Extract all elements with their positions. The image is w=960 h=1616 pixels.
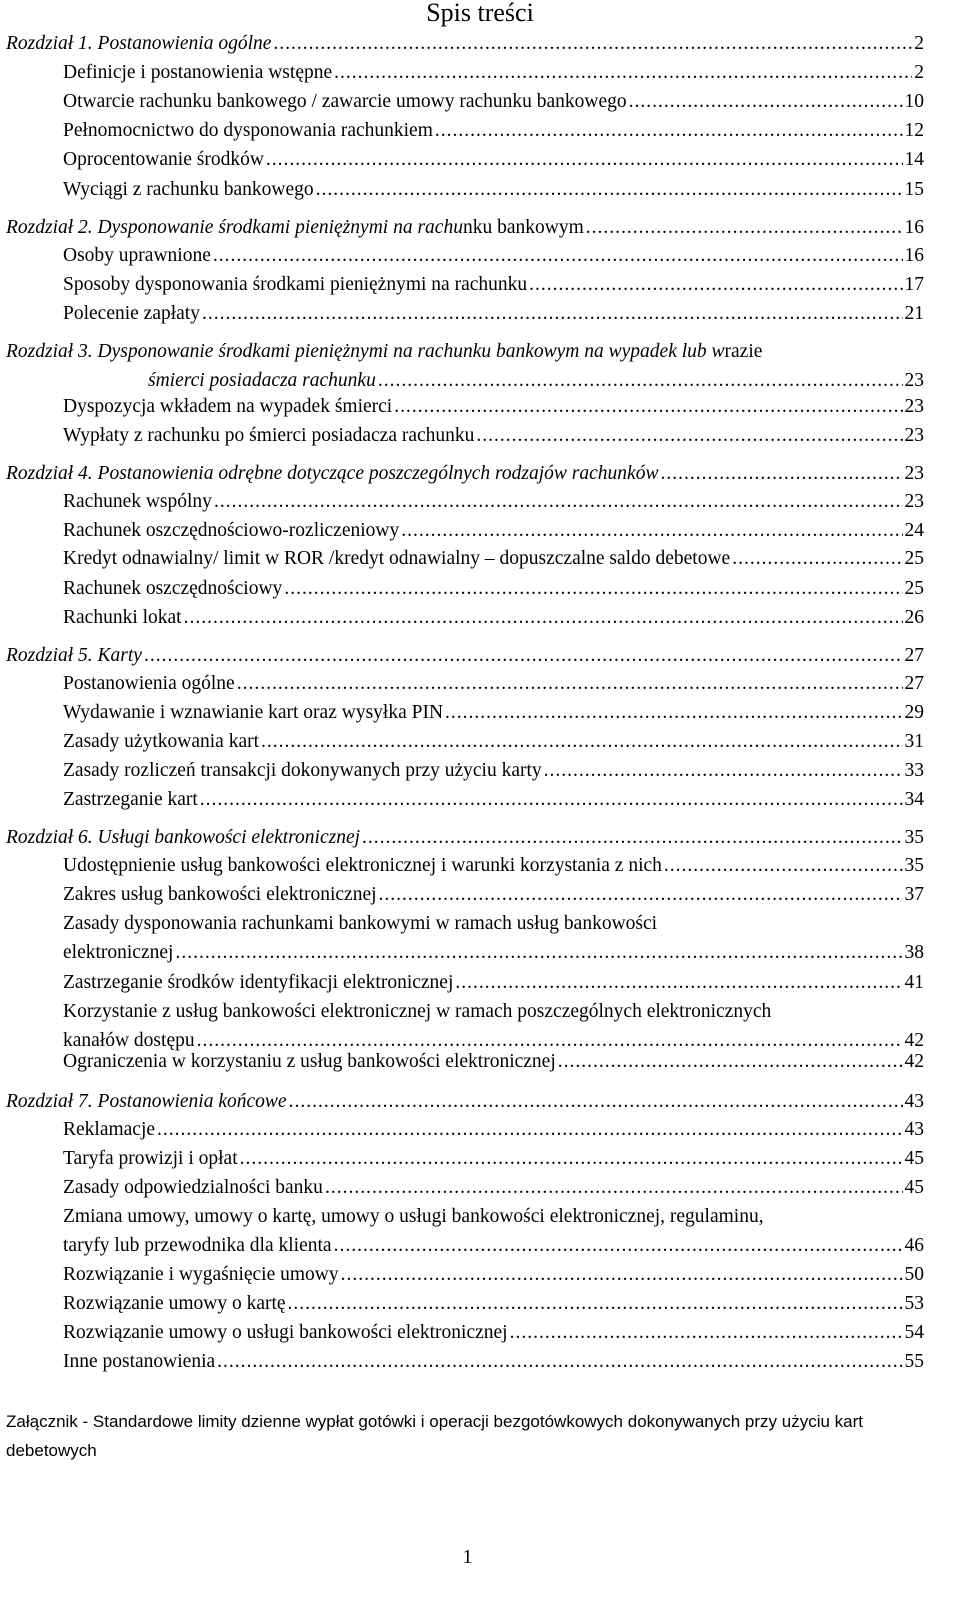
toc-entry-title: Rachunek oszczędnościowy: [63, 578, 283, 599]
toc-page-number: 2: [914, 33, 924, 54]
toc-line: [63, 89, 924, 115]
toc-line: [63, 394, 924, 420]
toc-line: [63, 1320, 924, 1346]
toc-page-number: 29: [904, 702, 924, 723]
toc-line: [63, 1146, 924, 1172]
toc-entry-title: Rozdział 4. Postanowienia odrębne dotyczące poszczególnych rodzajów rachunków: [6, 463, 659, 484]
toc-page-number: 33: [904, 760, 924, 781]
toc-page-number: 23: [904, 491, 924, 512]
toc-dot-leader: [629, 89, 903, 115]
toc-entry-title: Rozdział 5. Karty: [6, 645, 142, 666]
toc-line: [63, 700, 924, 726]
toc-page-number: 25: [904, 548, 924, 569]
toc-dot-leader: [334, 60, 912, 86]
toc-line: [63, 1233, 924, 1259]
toc-dot-leader: [586, 215, 903, 241]
toc-page-number: 45: [904, 1148, 924, 1169]
toc-page-number: 38: [904, 942, 924, 963]
toc-dot-leader: [394, 394, 902, 420]
toc-entry-title: Oprocentowanie środków: [63, 149, 264, 170]
toc-entry-title: Rachunek oszczędnościowo-rozliczeniowy: [63, 520, 400, 541]
toc-line: [63, 605, 924, 631]
toc-line: [63, 1349, 924, 1375]
toc-page-number: 2: [914, 62, 924, 83]
toc-page-number: 24: [904, 520, 924, 541]
page-title: Spis treści: [426, 0, 534, 27]
toc-entry-title: Kredyt odnawialny/ limit w ROR /kredyt odnawialny – dopuszczalne saldo debetowe: [63, 548, 731, 569]
toc-line: [63, 518, 924, 544]
toc-line: [63, 147, 924, 173]
toc-line: [63, 576, 924, 602]
toc-dot-leader: [217, 1349, 902, 1375]
toc-dot-leader: [184, 605, 903, 631]
toc-line: [63, 489, 924, 515]
toc-entry-title: Korzystanie z usług bankowości elektronicznej w ramach poszczególnych elektronicznych: [63, 1001, 772, 1022]
toc-line: [63, 1049, 924, 1075]
toc-entry-title: Rozdział 1. Postanowienia ogólne: [6, 33, 272, 54]
toc-dot-leader: [200, 787, 903, 813]
toc-entry-title: Wydawanie i wznawianie kart oraz wysyłka PIN: [63, 702, 444, 723]
toc-page-number: 16: [904, 217, 924, 238]
toc-entry-title: Wypłaty z rachunku po śmierci posiadacza rachunku: [63, 425, 475, 446]
toc-page-number: 21: [904, 303, 924, 324]
toc-dot-leader: [284, 576, 902, 602]
toc-entry-title: Rozdział 2. Dysponowanie środkami pieniężnymi na rachu: [6, 217, 463, 238]
toc-dot-leader: [455, 970, 902, 996]
toc-page-number: 27: [904, 645, 924, 666]
toc-entry-title: Rozdział 7. Postanowienia końcowe: [6, 1091, 287, 1112]
toc-page-number: 12: [904, 120, 924, 141]
toc-entry-title: taryfy lub przewodnika dla klienta: [63, 1235, 332, 1256]
toc-dot-leader: [237, 671, 903, 697]
toc-page-number: 46: [904, 1235, 924, 1256]
toc-entry-title: Definicje i postanowienia wstępne: [63, 62, 333, 83]
toc-dot-leader: [202, 301, 903, 327]
toc-line: [63, 1204, 924, 1230]
toc-page-number: 26: [904, 607, 924, 628]
toc-dot-leader: [664, 853, 903, 879]
toc-page-number: 54: [904, 1322, 924, 1343]
toc-dot-leader: [544, 758, 903, 784]
toc-entry-title: Otwarcie rachunku bankowego / zawarcie umowy rachunku bankowego: [63, 91, 627, 112]
toc-page-number: 15: [904, 179, 924, 200]
toc-page-number: 41: [904, 972, 924, 993]
toc-page-number: 55: [904, 1351, 924, 1372]
toc-line: [6, 643, 924, 669]
toc-dot-leader: [379, 882, 903, 908]
toc-page-number: 16: [904, 245, 924, 266]
toc-dot-leader: [157, 1117, 902, 1143]
toc-line: [6, 461, 924, 487]
toc-dot-leader: [362, 825, 902, 851]
toc-dot-leader: [175, 940, 902, 966]
toc-dot-leader: [401, 518, 902, 544]
toc-page-number: 23: [904, 425, 924, 446]
toc-entry-title: Rozdział 6. Usługi bankowości elektronicznej: [6, 827, 361, 848]
toc-line: [63, 911, 924, 937]
toc-line: [6, 215, 924, 241]
toc-dot-leader: [144, 643, 903, 669]
toc-dot-leader: [529, 272, 902, 298]
toc-line: [6, 31, 924, 57]
toc-line: [63, 60, 924, 86]
toc-entry-title: Rozwiązanie umowy o usługi bankowości elektronicznej: [63, 1322, 508, 1343]
toc-line: [63, 882, 924, 908]
attachment-note: Załącznik - Standardowe limity dzienne wypłat gotówki i operacji bezgotówkowych dokonywanych przy użyciu kart debetowych: [6, 1412, 864, 1460]
toc-entry-title: Zasady odpowiedzialności banku: [63, 1177, 323, 1198]
toc-line: [63, 1291, 924, 1317]
toc-dot-leader: [476, 423, 902, 449]
toc-line: [63, 423, 924, 449]
toc-line: [63, 970, 924, 996]
toc-page-number: 34: [904, 789, 924, 810]
toc-page-number: 23: [904, 370, 924, 391]
toc-line: [6, 1089, 924, 1115]
toc-entry-title: Rozwiązanie i wygaśnięcie umowy: [63, 1264, 339, 1285]
toc-dot-leader: [288, 1291, 903, 1317]
toc-page-number: 43: [904, 1091, 924, 1112]
toc-dot-leader: [510, 1320, 903, 1346]
toc-line: [63, 671, 924, 697]
toc-dot-leader: [266, 147, 903, 173]
toc-page-number: 10: [904, 91, 924, 112]
toc-dot-leader: [334, 1233, 903, 1259]
toc-dot-leader: [261, 729, 902, 755]
toc-entry-title: Sposoby dysponowania środkami pieniężnymi na rachunku: [63, 274, 528, 295]
toc-entry-title: Taryfa prowizji i opłat: [63, 1148, 238, 1169]
toc-dot-leader: [378, 368, 903, 394]
toc-entry-title: Polecenie zapłaty: [63, 303, 200, 324]
toc-line: [148, 368, 924, 394]
toc-line: [63, 301, 924, 327]
toc-entry-title: Zasady użytkowania kart: [63, 731, 260, 752]
toc-dot-leader: [445, 700, 902, 726]
toc-entry-title: Rozdział 3. Dysponowanie środkami pieniężnymi na rachunku bankowym na wypadek lub w: [6, 341, 725, 362]
toc-entry-title: Wyciągi z rachunku bankowego: [63, 179, 314, 200]
toc-page-number: 53: [904, 1293, 924, 1314]
toc-line: [63, 1262, 924, 1288]
toc-dot-leader: [660, 461, 902, 487]
toc-page-number: 37: [904, 884, 924, 905]
toc-entry-title: Rachunki lokat: [63, 607, 182, 628]
toc-line: [63, 243, 924, 269]
toc-page-number: 14: [904, 149, 924, 170]
toc-line: [63, 729, 924, 755]
toc-entry-title: Zasady dysponowania rachunkami bankowymi w ramach usług bankowości: [63, 913, 658, 934]
toc-page-number: 17: [904, 274, 924, 295]
toc-entry-title: Rozwiązanie umowy o kartę: [63, 1293, 286, 1314]
toc-dot-leader: [435, 118, 903, 144]
toc-dot-leader: [732, 546, 902, 572]
toc-page-number: 50: [904, 1264, 924, 1285]
toc-entry-title: elektronicznej: [63, 942, 174, 963]
toc-dot-leader: [289, 1089, 903, 1115]
toc-page-number: 25: [904, 578, 924, 599]
toc-entry-title: Udostępnienie usług bankowości elektronicznej i warunki korzystania z nich: [63, 855, 662, 876]
toc-entry-title: Zmiana umowy, umowy o kartę, umowy o usługi bankowości elektronicznej, regulaminu,: [63, 1206, 764, 1227]
toc-dot-leader: [273, 31, 912, 57]
toc-entry-title: Pełnomocnictwo do dysponowania rachunkiem: [63, 120, 433, 141]
toc-dot-leader: [316, 177, 903, 203]
toc-line: [63, 999, 924, 1025]
toc-entry-title: śmierci posiadacza rachunku: [148, 370, 376, 391]
toc-line: [6, 339, 924, 365]
toc-page-number: 35: [904, 855, 924, 876]
toc-line: [63, 177, 924, 203]
toc-page-number: 42: [904, 1030, 924, 1051]
toc-dot-leader: [341, 1262, 903, 1288]
toc-entry-title: kanałów dostępu: [63, 1030, 195, 1051]
toc-entry-title: Reklamacje: [63, 1119, 156, 1140]
toc-entry-title: Ograniczenia w korzystaniu z usług bankowości elektronicznej: [63, 1051, 556, 1072]
toc-entry-title: Dyspozycja wkładem na wypadek śmierci: [63, 396, 393, 417]
toc-entry-title: Osoby uprawnione: [63, 245, 211, 266]
toc-page-number: 31: [904, 731, 924, 752]
toc-dot-leader: [240, 1146, 903, 1172]
toc-page-number: 35: [904, 827, 924, 848]
toc-page-number: 45: [904, 1177, 924, 1198]
toc-page-number: 23: [904, 463, 924, 484]
toc-dot-leader: [214, 489, 903, 515]
toc-line: [63, 940, 924, 966]
toc-dot-leader: [558, 1049, 903, 1075]
page-number: 1: [462, 1546, 473, 1568]
toc-entry-title: Zastrzeganie środków identyfikacji elektronicznej: [63, 972, 454, 993]
toc-page-number: 23: [904, 396, 924, 417]
toc-entry-title: Zastrzeganie kart: [63, 789, 198, 810]
toc-page-number: 42: [904, 1051, 924, 1072]
toc-page-number: 43: [904, 1119, 924, 1140]
toc-entry-title: Postanowienia ogólne: [63, 673, 235, 694]
toc-entry-title: Rachunek wspólny: [63, 491, 212, 512]
toc-entry-title: Inne postanowienia: [63, 1351, 216, 1372]
toc-entry-title: Zakres usług bankowości elektronicznej: [63, 884, 377, 905]
toc-line: [6, 825, 924, 851]
toc-line: [63, 272, 924, 298]
toc-entry-title-rest: razie: [724, 341, 763, 362]
toc-dot-leader: [213, 243, 903, 269]
toc-entry-title-rest: nku bankowym: [462, 217, 584, 238]
toc-line: [63, 787, 924, 813]
toc-line: [63, 758, 924, 784]
toc-dot-leader: [325, 1175, 903, 1201]
toc-entry-title: Zasady rozliczeń transakcji dokonywanych przy użyciu karty: [63, 760, 542, 781]
toc-page-number: 27: [904, 673, 924, 694]
toc-line: [63, 546, 924, 572]
toc-line: [63, 1117, 924, 1143]
toc-line: [63, 853, 924, 879]
toc-line: [63, 1175, 924, 1201]
toc-line: [63, 118, 924, 144]
